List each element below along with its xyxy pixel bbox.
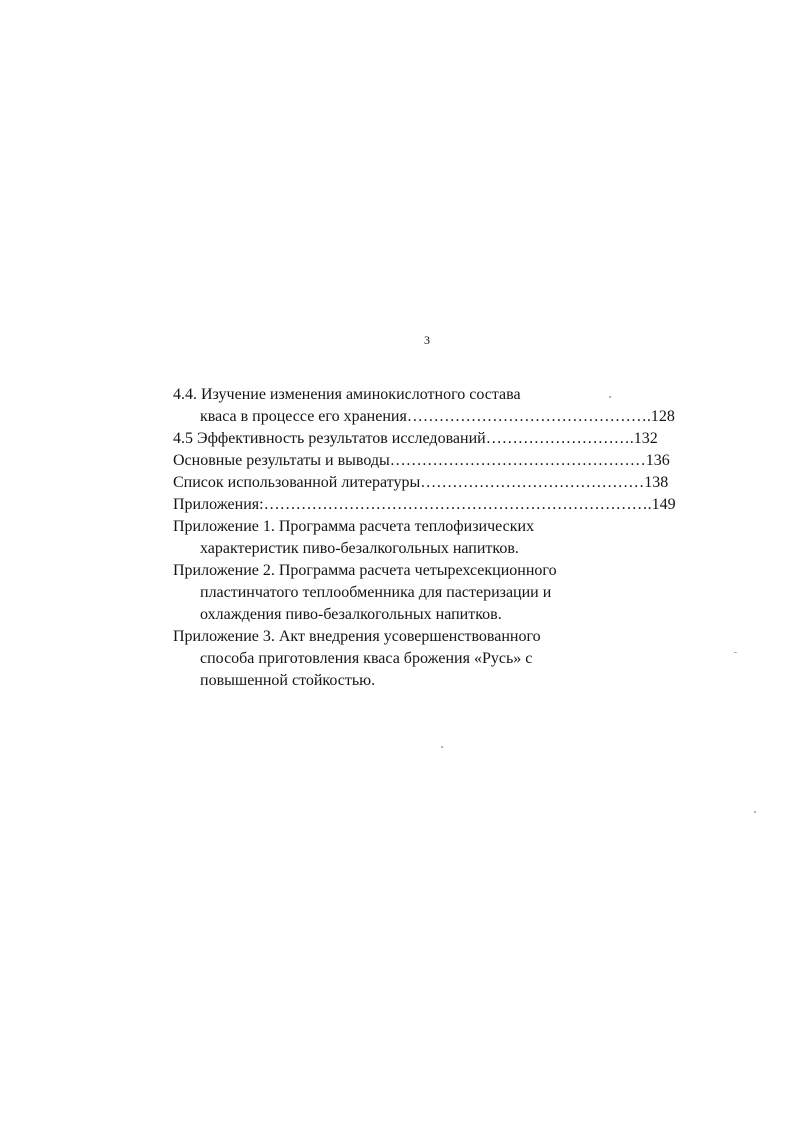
toc-entry-bibliography: Список использованной литературы……………………………………138 xyxy=(173,474,669,491)
toc-entry-4-5: 4.5 Эффективность результатов исследований……………………….132 xyxy=(173,430,658,447)
toc-entry-appendix-3-continuation-1: способа приготовления кваса брожения «Русь» с xyxy=(200,650,533,667)
toc-entry-appendix-1-continuation: характеристик пиво-безалкогольных напитков. xyxy=(200,540,519,557)
page-number: 3 xyxy=(424,333,430,347)
scan-speck xyxy=(754,811,756,813)
toc-entry-appendix-3-continuation-2: повышенной стойкостью. xyxy=(200,672,376,689)
toc-entry-appendix-1-title: Приложение 1. Программа расчета теплофизических xyxy=(173,518,535,535)
toc-entry-appendix-2-title: Приложение 2. Программа расчета четырехсекционного xyxy=(173,562,557,579)
scan-speck xyxy=(734,652,737,653)
scan-speck xyxy=(441,746,443,748)
scan-speck xyxy=(609,396,611,398)
toc-entry-main-results: Основные результаты и выводы…………………………………………136 xyxy=(173,452,670,469)
toc-entry-appendix-2-continuation-1: пластинчатого теплообменника для пастеризации и xyxy=(200,584,552,601)
toc-entry-4-4-continuation: кваса в процессе его хранения……………………………………….128 xyxy=(200,408,675,425)
toc-entry-appendix-2-continuation-2: охлаждения пиво-безалкогольных напитков. xyxy=(200,606,502,623)
table-of-contents xyxy=(173,384,743,692)
toc-entry-appendices: Приложения:……………………………………………………………….149 xyxy=(173,496,676,513)
toc-entry-appendix-3-title: Приложение 3. Акт внедрения усовершенствованного xyxy=(173,628,541,645)
toc-entry-4-4-title: 4.4. Изучение изменения аминокислотного состава xyxy=(173,386,521,403)
